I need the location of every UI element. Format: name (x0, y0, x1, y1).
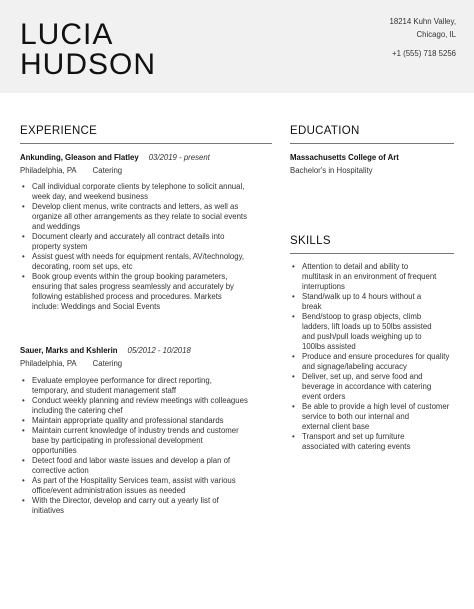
job-2-dates: 05/2012 - 10/2018 (127, 346, 191, 355)
skill-item: • Deliver, set up, and serve food and beverage in accordance with catering event orders (290, 372, 449, 402)
contact-street: 18214 Kuhn Valley, (389, 17, 456, 26)
job-2-bullets (20, 376, 248, 516)
skill-item: • Bend/stoop to grasp objects, climb ladders, lift loads up to 50lbs assisted and push/pull loads weighing up to 100lbs assisted (290, 312, 449, 352)
job-2-bullet-item: • With the Director, develop and carry out a yearly list of initiatives (20, 496, 248, 516)
job-2-bullet-item: • Evaluate employee performance for direct reporting, temporary, and student management staff (20, 376, 248, 396)
job-2-dept: Catering (92, 359, 123, 368)
skills-rule (290, 253, 454, 254)
job-2-company: Sauer, Marks and Kshlerin (20, 346, 118, 355)
job-1-location: Philadelphia, PA (20, 166, 77, 175)
job-2-location: Philadelphia, PA (20, 359, 77, 368)
job-1-bullet-item: • Document clearly and accurately all contract details into property system (20, 232, 247, 252)
experience-heading: EXPERIENCE (20, 125, 98, 137)
job-1-meta (20, 166, 122, 176)
experience-rule (20, 143, 272, 144)
job-2-meta (20, 359, 122, 369)
job-1-header (20, 153, 210, 163)
job-1-bullet-item: • Develop client menus, write contracts and letters, as well as organize all other arrangements as they relate to social events and weddings (20, 202, 247, 232)
job-1-dept: Catering (92, 166, 123, 175)
first-name: LUCIA (20, 18, 114, 51)
skills-heading: SKILLS (290, 235, 331, 247)
job-2-bullet-item: • Maintain appropriate quality and professional standards (20, 416, 248, 426)
education-heading: EDUCATION (290, 125, 360, 137)
skill-item: • Stand/walk up to 4 hours without a break (290, 292, 449, 312)
job-1-bullets (20, 182, 247, 312)
job-1-company: Ankunding, Gleason and Flatley (20, 153, 139, 162)
header-band (0, 0, 474, 93)
job-1-bullet-item: • Call individual corporate clients by telephone to solicit annual, week day, and weekend business (20, 182, 247, 202)
job-1-bullet-item: • Book group events within the group booking parameters, ensuring that sales progress seamlessly and accurately by following established process and procedures. Markets include: Weddings and Social Events (20, 272, 247, 312)
skill-item: • Produce and ensure procedures for quality and signage/labeling accuracy (290, 352, 449, 372)
skill-item: • Attention to detail and ability to multitask in an environment of frequent interruptions (290, 262, 449, 292)
job-2-bullet-item: • As part of the Hospitality Services team, assist with various office/event administration issues as needed (20, 476, 248, 496)
last-name: HUDSON (20, 48, 157, 81)
job-2-bullet-item: • Conduct weekly planning and review meetings with colleagues including the catering chef (20, 396, 248, 416)
job-1-dates: 03/2019 - present (148, 153, 210, 162)
job-2-header (20, 346, 191, 356)
education-rule (290, 143, 454, 144)
job-2-bullet-item: • Maintain current knowledge of industry trends and customer base by participating in professional development opportunities (20, 426, 248, 456)
skill-item: • Be able to provide a high level of customer service to both our internal and external client base (290, 402, 449, 432)
education-degree: Bachelor's in Hospitality (290, 166, 373, 175)
contact-city: Chicago, IL (416, 30, 456, 39)
contact-phone: +1 (555) 718 5256 (392, 49, 456, 58)
education-school: Massachusetts College of Art (290, 153, 399, 162)
skill-item: • Transport and set up furniture associated with catering events (290, 432, 449, 452)
job-1-bullet-item: • Assist guest with needs for equipment rentals, AV/technology, decorating, room set ups, etc (20, 252, 247, 272)
job-2-bullet-item: • Detect food and labor waste issues and develop a plan of corrective action (20, 456, 248, 476)
skills-list (290, 262, 449, 452)
